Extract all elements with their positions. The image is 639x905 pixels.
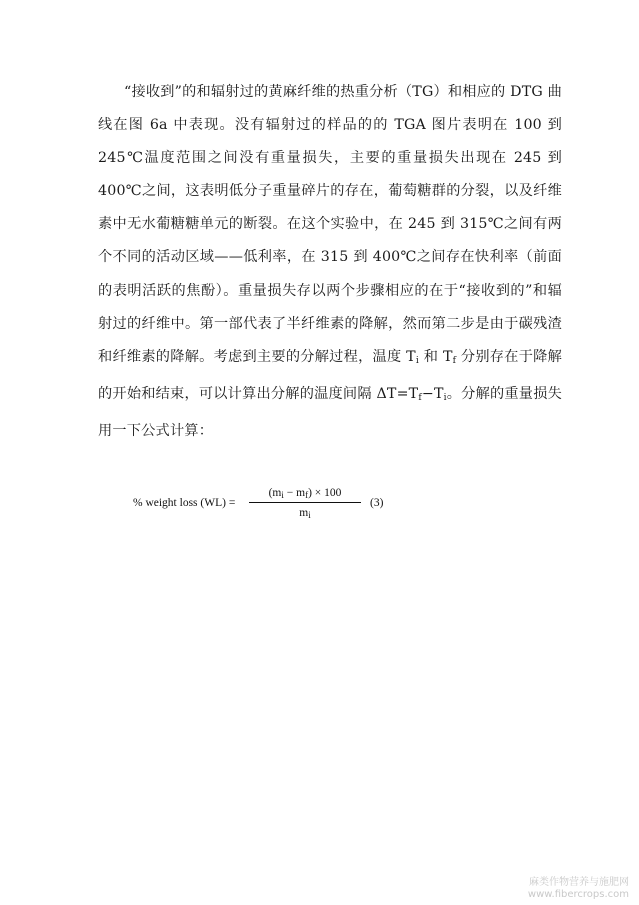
body-paragraph [98,76,562,448]
subscript-f: f [418,392,422,403]
formula-lhs: % weight loss (WL) = [133,497,236,509]
denominator-subscript-i: i [308,510,311,520]
watermark-url: www.fibercrops.com [527,889,629,900]
paragraph-text-1: “接收到”的和辐射过的黄麻纤维的热重分析（TG）和相应的 DTG 曲线在图 6a 中表现。没有辐射过的样品的的 TGA 图片表明在 100 到 245℃温度范围之间没有重量损失，主要的重量损失出现在 245 到 400℃之间，这表明低分子重量碎片的存在，葡萄糖群的分裂，以及纤维素中无水葡糖糖单元的断裂。在这个实验中，在 245 到 315℃之间有两个不同的活动区域——低利率，在 315 到 400℃之间存在快利率（前面的表明活跃的焦酚）。重量损失存以两个步骤相应的在于“接收到的”和辐射过的纤维中。第一部代表了半纤维素的降解，然而第二步是由于碳残渣和纤维素的降解。考虑到主要的分解过程，温度 T [98,84,562,365]
numerator-subscript-f: f [305,490,309,500]
numerator-open: (m [268,487,282,499]
watermark-site-name: 麻类作物营养与施肥网 [529,877,629,888]
equation-number: (3) [370,497,384,509]
denominator-m: m [299,507,309,519]
numerator-subscript-i: i [281,490,284,500]
formula-numerator [249,485,361,501]
weight-loss-formula [133,483,393,529]
site-watermark [528,877,629,901]
paragraph-text-3: 分别存在于降解的开始和结束，可以计算出分解的温度间隔 ΔT=T [98,348,562,402]
paragraph-text-2: 和 T [418,348,453,365]
fraction-bar [249,502,361,503]
formula-denominator [249,505,361,521]
subscript-i: i [443,392,447,403]
formula-fraction [249,485,361,521]
numerator-times-100: ) × 100 [308,487,342,499]
paragraph-text-4: −T [421,385,444,402]
subscript-f: f [452,355,457,366]
paragraph-text-5: 。分解的重量损失用一下公式计算： [98,385,562,439]
subscript-i: i [415,355,419,366]
numerator-minus: − m [283,487,306,499]
